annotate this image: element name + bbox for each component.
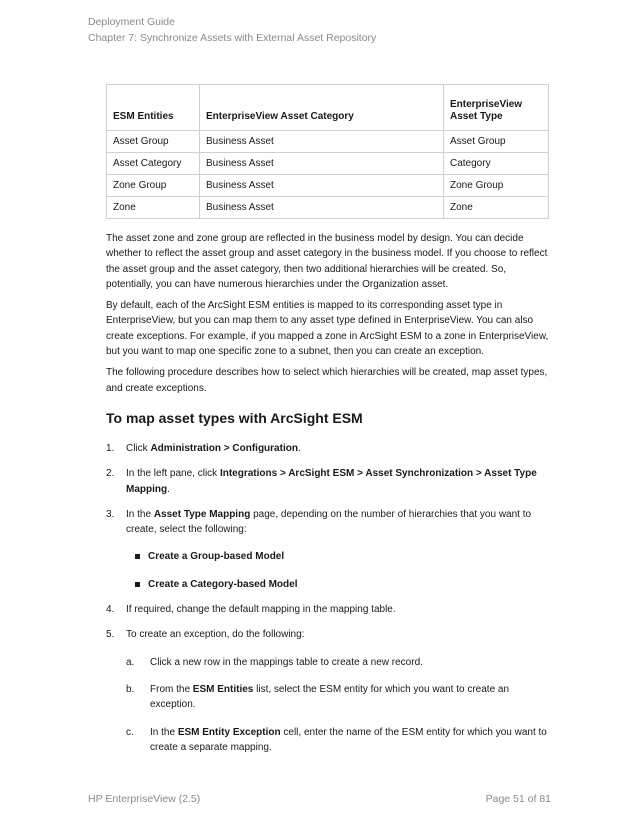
cell-name: ESM Entity Exception — [177, 726, 281, 738]
page-number: Page 51 of 81 — [485, 793, 551, 805]
section-heading: To map asset types with ArcSight ESM — [106, 409, 363, 426]
step-number: 5. — [106, 629, 115, 641]
step-text: In the left pane, click — [126, 468, 220, 480]
footer-product: HP EnterpriseView (2.5) — [88, 793, 201, 805]
table-cell: Asset Group — [444, 131, 549, 153]
step-number: 3. — [106, 508, 115, 520]
step-4 — [106, 602, 549, 617]
table-header-row — [107, 85, 549, 131]
option-group-based-model — [126, 549, 549, 564]
paragraph-hierarchies: The asset zone and zone group are reflected in the business model by design. You can decide whether to reflect the asset group and asset category in the business model. If you choose to reflect the asset group and the asset category, then two additional hierarchies will be created. So, potentially, you can have numerous hierarchies under the Organization asset. — [106, 233, 548, 290]
mapping-table — [106, 84, 549, 219]
header-guide-title: Deployment Guide — [88, 16, 175, 28]
substep-a — [126, 655, 549, 670]
running-header — [88, 14, 376, 46]
table-cell: Zone — [444, 197, 549, 219]
procedure-steps — [106, 441, 549, 755]
table-cell: Asset Group — [107, 131, 200, 153]
menu-path: Integrations > ArcSight ESM > Asset Synchronization > Asset Type Mapping — [126, 468, 537, 495]
substep-letter: a. — [126, 656, 135, 668]
substep-text: From the — [150, 683, 193, 695]
page-name: Asset Type Mapping — [153, 508, 251, 520]
page-footer — [88, 793, 551, 805]
step-text: Click — [126, 442, 151, 454]
option-label: Create a Group-based Model — [148, 551, 285, 563]
column-header-asset-type: EnterpriseView Asset Type — [444, 85, 549, 131]
step-3 — [106, 507, 549, 592]
menu-path: Administration > Configuration — [150, 442, 298, 454]
step-text: If required, change the default mapping in the mapping table. — [126, 604, 396, 616]
table-row — [107, 131, 549, 153]
table-cell: Business Asset — [200, 131, 444, 153]
option-category-based-model — [126, 577, 549, 592]
step-text: In the — [126, 508, 154, 520]
step-number: 4. — [106, 604, 115, 616]
substep-letter: b. — [126, 683, 135, 695]
substep-b — [126, 682, 549, 713]
step-text: page, depending on the number of hierarchies that you want to create, select the following: — [126, 508, 532, 536]
substep-text: cell, enter the name of the ESM entity for which you want to create a separate mapping. — [150, 726, 547, 753]
table-cell: Asset Category — [107, 153, 200, 175]
table-cell: Zone Group — [444, 175, 549, 197]
list-name: ESM Entities — [192, 683, 254, 695]
substep-c — [126, 725, 549, 756]
column-header-esm-entities: ESM Entities — [107, 85, 200, 131]
step-number: 2. — [106, 468, 115, 480]
paragraph-procedure-intro: The following procedure describes how to select which hierarchies will be created, map asset types, and create exceptions. — [106, 367, 548, 394]
column-header-asset-category: EnterpriseView Asset Category — [200, 85, 444, 131]
step-2 — [106, 466, 549, 497]
step-5 — [106, 627, 549, 755]
square-bullet-icon — [135, 554, 140, 559]
table-cell: Zone — [107, 197, 200, 219]
step-number: 1. — [106, 442, 115, 454]
table-row — [107, 175, 549, 197]
paragraph-default-mapping: By default, each of the ArcSight ESM entities is mapped to its corresponding asset type in EnterpriseView, but you can map them to any asset type defined in EnterpriseView. You can also create exceptions. For example, if you mapped a zone in ArcSight ESM to a zone in EnterpriseView, but you want to map one specific zone to a subnet, then you can create an exception. — [106, 300, 549, 358]
table-cell: Zone Group — [107, 175, 200, 197]
table-row — [107, 197, 549, 219]
header-chapter-title: Chapter 7: Synchronize Assets with External Asset Repository — [88, 32, 377, 44]
substep-letter: c. — [126, 726, 134, 738]
step-text: . — [297, 442, 301, 454]
table-cell: Business Asset — [200, 153, 444, 175]
table-cell: Business Asset — [200, 197, 444, 219]
table-cell: Business Asset — [200, 175, 444, 197]
page-content — [106, 84, 549, 765]
step-text: To create an exception, do the following: — [126, 629, 305, 641]
table-row — [107, 153, 549, 175]
substep-text: Click a new row in the mappings table to create a new record. — [150, 656, 423, 668]
step-1 — [106, 441, 549, 456]
substep-text: list, select the ESM entity for which you want to create an exception. — [150, 683, 510, 711]
option-label: Create a Category-based Model — [148, 578, 298, 590]
substep-text: In the — [150, 726, 178, 738]
table-cell: Category — [444, 153, 549, 175]
step-text: . — [167, 483, 170, 495]
square-bullet-icon — [135, 582, 140, 587]
